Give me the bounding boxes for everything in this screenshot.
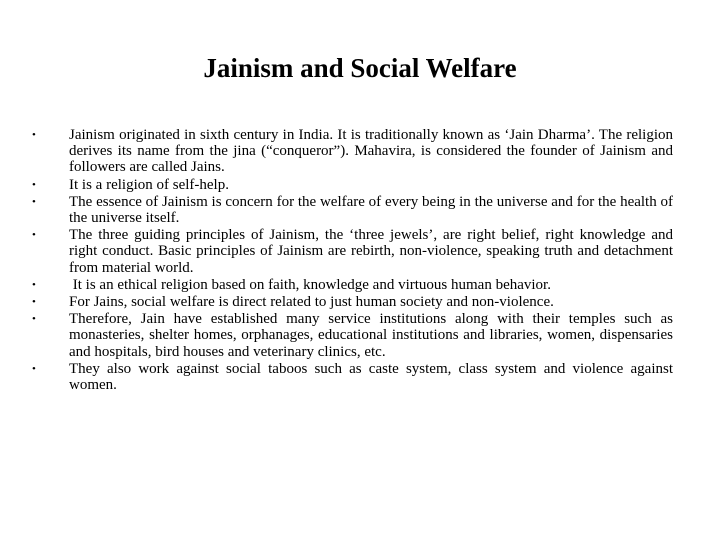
bullet-text: It is an ethical religion based on faith, knowledge and virtuous human behavior. (69, 276, 551, 293)
bullet-text: The essence of Jainism is concern for the welfare of every being in the universe and for the health of the universe itself. (69, 193, 673, 227)
bullet-text: Therefore, Jain have established many service institutions along with their temples such as monasteries, shelter homes, orphanages, educational institutions and libraries, women, dispensaries and hospitals, bird houses and veterinary clinics, etc. (69, 311, 673, 360)
bullet-text: The three guiding principles of Jainism, the ‘three jewels’, are right belief, right knowledge and right conduct. Basic principles of Jainism are rebirth, non-violence, speaking truth and detachment from material world. (69, 227, 673, 276)
bullet-item (32, 277, 673, 293)
bullet-text: For Jains, social welfare is direct related to just human society and non-violence. (69, 294, 554, 311)
bullet-item (32, 127, 673, 176)
bullet-item (32, 227, 673, 276)
bullet-point-icon: • (32, 195, 36, 208)
bullet-item (32, 361, 673, 393)
bullet-item (32, 194, 673, 226)
bullet-text: They also work against social taboos such as caste system, class system and violence against women. (69, 360, 673, 394)
bullet-point-icon: • (32, 313, 36, 326)
bullet-point-icon: • (32, 178, 36, 191)
bullet-point-icon: • (32, 129, 36, 141)
bullet-text: It is a religion of self-help. (69, 176, 229, 193)
bullet-list (32, 127, 673, 394)
bullet-point-icon: • (32, 229, 36, 242)
slide-title: Jainism and Social Welfare (203, 53, 517, 83)
bullet-point-icon: • (32, 362, 36, 375)
bullet-item (32, 294, 673, 310)
bullet-item (32, 177, 673, 193)
bullet-text: Jainism originated in sixth century in India. It is traditionally known as ‘Jain Dharma’. The religion derives its name from the jina (“conqueror”). Mahavira, is considered the founder of Jainism and followers are called Jains. (69, 127, 673, 176)
bullet-point-icon: • (32, 278, 36, 291)
bullet-point-icon: • (32, 296, 36, 309)
bullet-item (32, 311, 673, 360)
